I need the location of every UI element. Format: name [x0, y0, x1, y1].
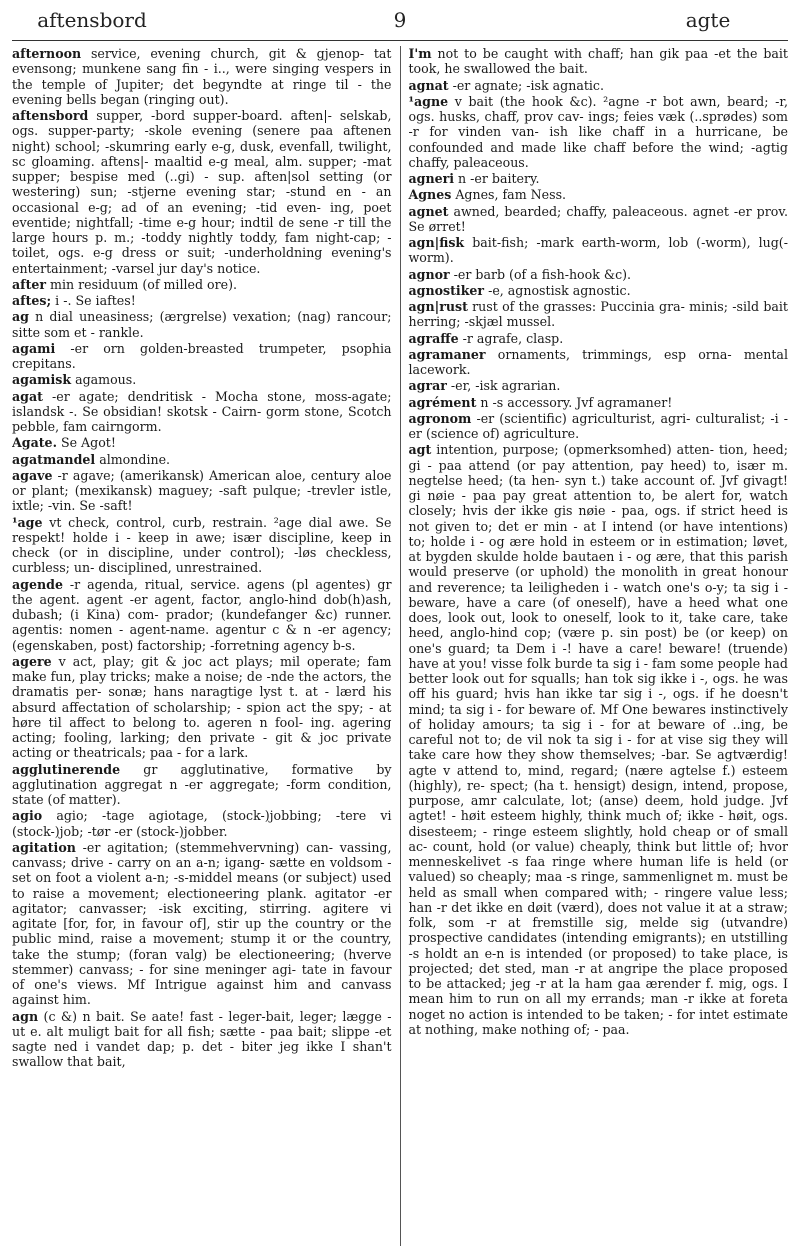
headword: ¹age: [12, 514, 43, 530]
entry: agnat -er agnate; -isk agnatic.: [408, 77, 604, 93]
headword: agnat: [408, 77, 449, 93]
dictionary-body: [12, 46, 788, 1246]
headword: after: [12, 276, 47, 292]
entry: agrément n -s accessory. Jvf agramaner!: [408, 394, 673, 410]
headword: agende: [12, 576, 63, 592]
headword: agami: [12, 340, 56, 356]
entry: agatmandel almondine.: [12, 451, 171, 467]
headword: agatmandel: [12, 451, 96, 467]
entry: agt intention, purpose; (opmerksomhed) atten- tion, heed; gi - paa attend (or pay attention, pay heed) to, især m. negtelse heed; (ta hen- syn t.) take account of. Jvf givagt! gi nøie - paa pay great attention to, be alert for, watch closely; hvis der ikke gis nøie - paa, ogs. if strict heed is not given to; det er min - at I intend (or have intentions) to; holde i - og ære hold in esteem or in estimation; løvet, at bygden skulde holde bautaen i - og ære, that this parish would preserve (or uphold) the monolith in great honour and reverence; ta leiligheden i - watch one's o-y; ta sig i - beware, have a care (of oneself), have a heed what one does, look out, look to oneself, look to it, take care, take heed, anglo-hind cop; (være p. sin post) be (or keep) on one's guard; ta Dem i -! have a care! beware! (truende) have at you! visse folk burde ta sig i - fam some people had better look out for squalls; han tok sig ikke i -, ogs. he was off his guard; hvis han ikke tar sig i -, ogs. if he doesn't mind; ta sig i - for beware of. Mf One bewares instinctively of holiday amours; ta sig i - for at beware of ..ing, be careful not to; de vil nok ta sig i - for at vise sig they will take care how they show themselves; -bar. Se agtværdig! agte v attend to, mind, regard; (nære agtelse f.) esteem (highly), re- spect; (ha t. hensigt) design, intend, propose, purpose, amr calculate, lot; (anse) deem, hold judge. Jvf agtet! - høit esteem highly, think much of; ikke - høit, ogs. disesteem; - ringe esteem slightly, hold cheap or of small ac- count, hold (or value) cheaply, think but little of; hvor menneskelivet -s faa ringe where human life is held (or valued) so cheaply; maa -s ringe, sammenlignet m. must be held as small when compared with; - ringere value less; han -r det ikke en døit (værd), does not value it at a straw; folk, som -r at fremstille sig, melde sig (utvandre) prospective candidates (intending emigrants); en utstilling -s holdt an e-n is intended (or proposed) to take place, is projected; det sted, man -r at angripe the place proposed to be attacked; jeg -r at la ham gaa ærender f. mig, ogs. I mean him to run on all my errands; man -r ikke at foreta noget no action is intended to be taken; - for intet estimate at nothing, make nothing of; - paa.: [408, 442, 788, 1037]
entry: agraffe -r agrafe, clasp.: [408, 330, 564, 346]
entry: agami -er orn golden-breasted trumpeter, psophia crepitans.: [12, 340, 392, 371]
entry: agende -r agenda, ritual, service. agens (pl agentes) gr the agent. agent -er agent, factor, anglo-hind dob(h)ash, dubash; (i Kina) com- prador; (kundefanger &c) runner. agentis: nomen - agent-name. agentur c & n -er agency; (egenskaben, post) factorship; -forretning agency b-s.: [12, 576, 392, 653]
headword: agio: [12, 808, 43, 824]
running-head-left: aftensbord: [37, 8, 147, 32]
headword: aftes;: [12, 293, 52, 308]
entry: ¹age vt check, control, curb, restrain. ²age dial awe. Se respekt! holde i - keep in awe; især discipline, keep in check (or in discipline, under control); -løs checkless, curbless; un- disciplined, unrestrained.: [12, 514, 392, 576]
headword: agrar: [408, 378, 447, 394]
headword: agneri: [408, 171, 455, 186]
right-column: [400, 46, 788, 1246]
entry: agrar -er, -isk agrarian.: [408, 378, 561, 394]
entry: agronom -er (scientific) agriculturist, agri- culturalist; -i -er (science of) agriculture.: [408, 410, 788, 441]
header-rule: [12, 40, 788, 41]
headword: agraffe: [408, 330, 459, 346]
headword: agere: [12, 653, 52, 669]
entry: agave -r agave; (amerikansk) American aloe, century aloe or plant; (mexikansk) maguey; -saft pulque; -trevler istle, ixtle; -vin. Se -saft!: [12, 467, 392, 514]
left-column: [12, 46, 400, 1246]
entry: aftensbord supper, -bord supper-board. aften|- selskab, ogs. supper-party; -skole evening (senere paa aftenen night) school; -skumring early e-g, dusk, evenfall, twilight, sc gloaming. aftens|- maaltid e-g meal, alm. supper; -mat supper; bespise med (..gi) - sup. aften|sol setting (or westering) sun; -stjerne evening star; -stund en - an occasional e-g; ad of an evening; -tid even- ing, poet eventide; nightfall; -time e-g hour; indtil de sene -r till the large hours p. m.; -toddy nightly toddy, fam night-cap; -toilet, ogs. e-g dress or suit; -underholdning evening's entertainment; -varsel jur day's notice.: [12, 108, 392, 276]
entry: agnostiker -e, agnostisk agnostic.: [408, 282, 631, 298]
entry: agamisk agamous.: [12, 372, 137, 388]
headword: agt: [408, 442, 432, 458]
page-number: 9: [393, 8, 407, 32]
headword: ag: [12, 309, 29, 325]
page-header: [12, 0, 788, 40]
entry: agneri n -er baitery.: [408, 171, 540, 186]
entry: afternoon service, evening church, git & gjenop- tat evensong; munkene sang fin - i.., were singing vespers in the temple of Jupiter; det begyndte at ringe til - the evening bells began (ringing out).: [12, 46, 392, 107]
entry: after min residuum (of milled ore).: [12, 276, 238, 292]
headword: agnostiker: [408, 282, 485, 298]
entry: ¹agne v bait (the hook &c). ²agne -r bot awn, beard; -r, ogs. husks, chaff, prov cav- ings; feies væk (..sprødes) som -r for vinden van- ish like chaff in a hurricane, be confounded and made like chaff before the wind; -agtig chaffy, paleaceous.: [408, 93, 788, 170]
entry: agnor -er barb (of a fish-hook &c).: [408, 266, 632, 282]
entry: I'm not to be caught with chaff; han gik paa -et the bait took, he swallowed the bait.: [408, 46, 788, 77]
entry: Agnes Agnes, fam Ness.: [408, 187, 567, 203]
entry: agn|rust rust of the grasses: Puccinia gra- minis; -sild bait herring; -skjæl mussel.: [408, 299, 788, 330]
headword: agitation: [12, 839, 76, 855]
headword: Agnes: [408, 187, 452, 203]
headword: agronom: [408, 410, 472, 426]
entry: agnet awned, bearded; chaffy, paleaceous. agnet -er prov. Se ørret!: [408, 203, 788, 234]
headword: agn|rust: [408, 299, 468, 314]
headword: agrément: [408, 394, 477, 410]
headword: agat: [12, 388, 43, 404]
headword: afternoon: [12, 46, 82, 61]
entry: Agate. Se Agot!: [12, 435, 116, 451]
headword: agn: [12, 1008, 39, 1024]
entry: agere v act, play; git & joc act plays; mil operate; fam make fun, play tricks; make a noise; de -nde the actors, the dramatis per- sonæ; hans naragtige lyst t. at - lærd his absurd affectation of scholarship; - spion act the spy; - at høre til affect to belong to. ageren n fool- ing. agering acting; fooling, larking; den private - git & joc private acting or theatricals; paa - for a lark.: [12, 653, 392, 761]
entry: aftes; i -. Se iaftes!: [12, 293, 136, 308]
headword: aftensbord: [12, 108, 89, 123]
entry: agio agio; -tage agiotage, (stock-)jobbing; -tere vi (stock-)job; -tør -er (stock-)jobber.: [12, 808, 392, 839]
headword: agave: [12, 467, 53, 483]
entry: agn|fisk bait-fish; -mark earth-worm, lob (-worm), lug(-worm).: [408, 235, 788, 266]
headword: agnet: [408, 203, 449, 219]
entry: agat -er agate; dendritisk - Mocha stone, moss-agate; islandsk -. Se obsidian! skotsk - Cairn- gorm stone, Scotch pebble, fam cairngorm.: [12, 388, 392, 434]
headword: agglutinerende: [12, 761, 121, 777]
entry: ag n dial uneasiness; (ærgrelse) vexation; (nag) rancour; sitte som et - rankle.: [12, 309, 392, 340]
headword: I'm: [408, 46, 432, 61]
entry: agitation -er agitation; (stemmehvervning) can- vassing, canvass; drive - carry on an a-n; igang- sætte en voldsom - set on foot a violent a-n; -s-middel means (or subject) used to raise a movement; electioneering plank. agitator -er agitator; canvasser; -isk exciting, stirring. agitere vi agitate [for, for, in favour of], stir up the country or the public mind, raise a movement; stump it or the country, take the stump; (foran valg) be electioneering; (hverve stemmer) canvass; - for sine meninger agi- tate in favour of one's views. Mf Intrigue against him and canvass against him.: [12, 839, 392, 1008]
headword: agn|fisk: [408, 235, 465, 250]
entry: agn (c &) n bait. Se aate! fast - leger-bait, leger; lægge - ut e. alt muligt bait for all fish; sætte - paa bait; slippe -et sagte ned i vandet dap; p. det - biter jeg ikke I shan't swallow that bait,: [12, 1008, 392, 1070]
entry: agglutinerende gr agglutinative, formative by agglutination aggregat n -er aggregate; -form condition, state (of matter).: [12, 761, 392, 807]
headword: ¹agne: [408, 93, 449, 109]
headword: agnor: [408, 266, 450, 282]
entry: agramaner ornaments, trimmings, esp orna- mental lacework.: [408, 346, 788, 377]
headword: Agate.: [12, 435, 57, 451]
headword: agamisk: [12, 372, 72, 388]
running-head-right: agte: [685, 8, 731, 32]
headword: agramaner: [408, 346, 486, 362]
